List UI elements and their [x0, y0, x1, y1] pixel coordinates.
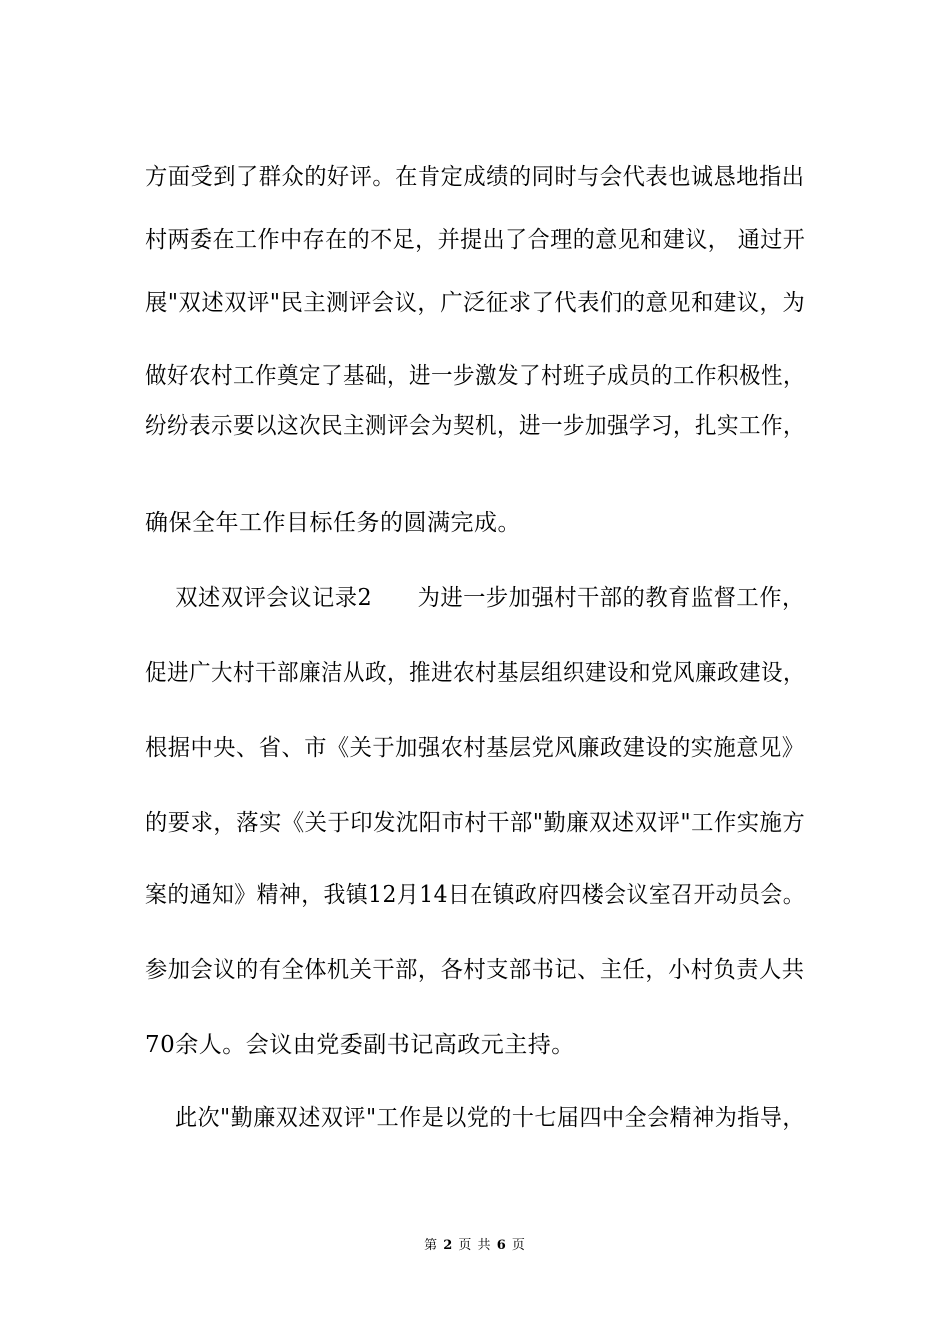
text-line-11: 案的通知》精神，我镇12月14日在镇政府四楼会议室召开动员会。 [145, 882, 806, 908]
text-line-9: 根据中央、省、市《关于加强农村基层党风廉政建设的实施意见》 [145, 735, 805, 761]
text-line-5: 纷纷表示要以这次民主测评会为契机，进一步加强学习，扎实工作， [145, 413, 805, 439]
text-line-4: 做好农村工作奠定了基础，进一步激发了村班子成员的工作积极性， [145, 363, 805, 389]
text-line-10: 的要求，落实《关于印发沈阳市村干部"勤廉双述双评"工作实施方 [145, 810, 806, 836]
footer-middle: 页 共 [458, 1238, 492, 1253]
page-footer [0, 1237, 950, 1255]
footer-prefix: 第 [424, 1238, 439, 1253]
text-line-14: 此次"勤廉双述双评"工作是以党的十七届四中全会精神为指导， [145, 1105, 805, 1131]
text-line-1: 方面受到了群众的好评。在肯定成绩的同时与会代表也诚恳地指出 [145, 164, 805, 190]
text-line-6: 确保全年工作目标任务的圆满完成。 [145, 510, 521, 536]
text-line-3: 展"双述双评"民主测评会议，广泛征求了代表们的意见和建议，为 [145, 290, 806, 316]
text-line-13: 70余人。会议由党委副书记高政元主持。 [145, 1032, 575, 1058]
text-line-7: 双述双评会议记录2 为进一步加强村干部的教育监督工作， [145, 585, 805, 611]
text-line-12: 参加会议的有全体机关干部，各村支部书记、主任，小村负责人共 [145, 957, 805, 983]
footer-suffix: 页 [511, 1238, 526, 1253]
text-line-8: 促进广大村干部廉洁从政，推进农村基层组织建设和党风廉政建设， [145, 660, 805, 686]
current-page-number: 2 [443, 1238, 454, 1253]
text-line-2: 村两委在工作中存在的不足，并提出了合理的意见和建议， 通过开 [145, 227, 806, 253]
total-page-number: 6 [496, 1238, 507, 1253]
